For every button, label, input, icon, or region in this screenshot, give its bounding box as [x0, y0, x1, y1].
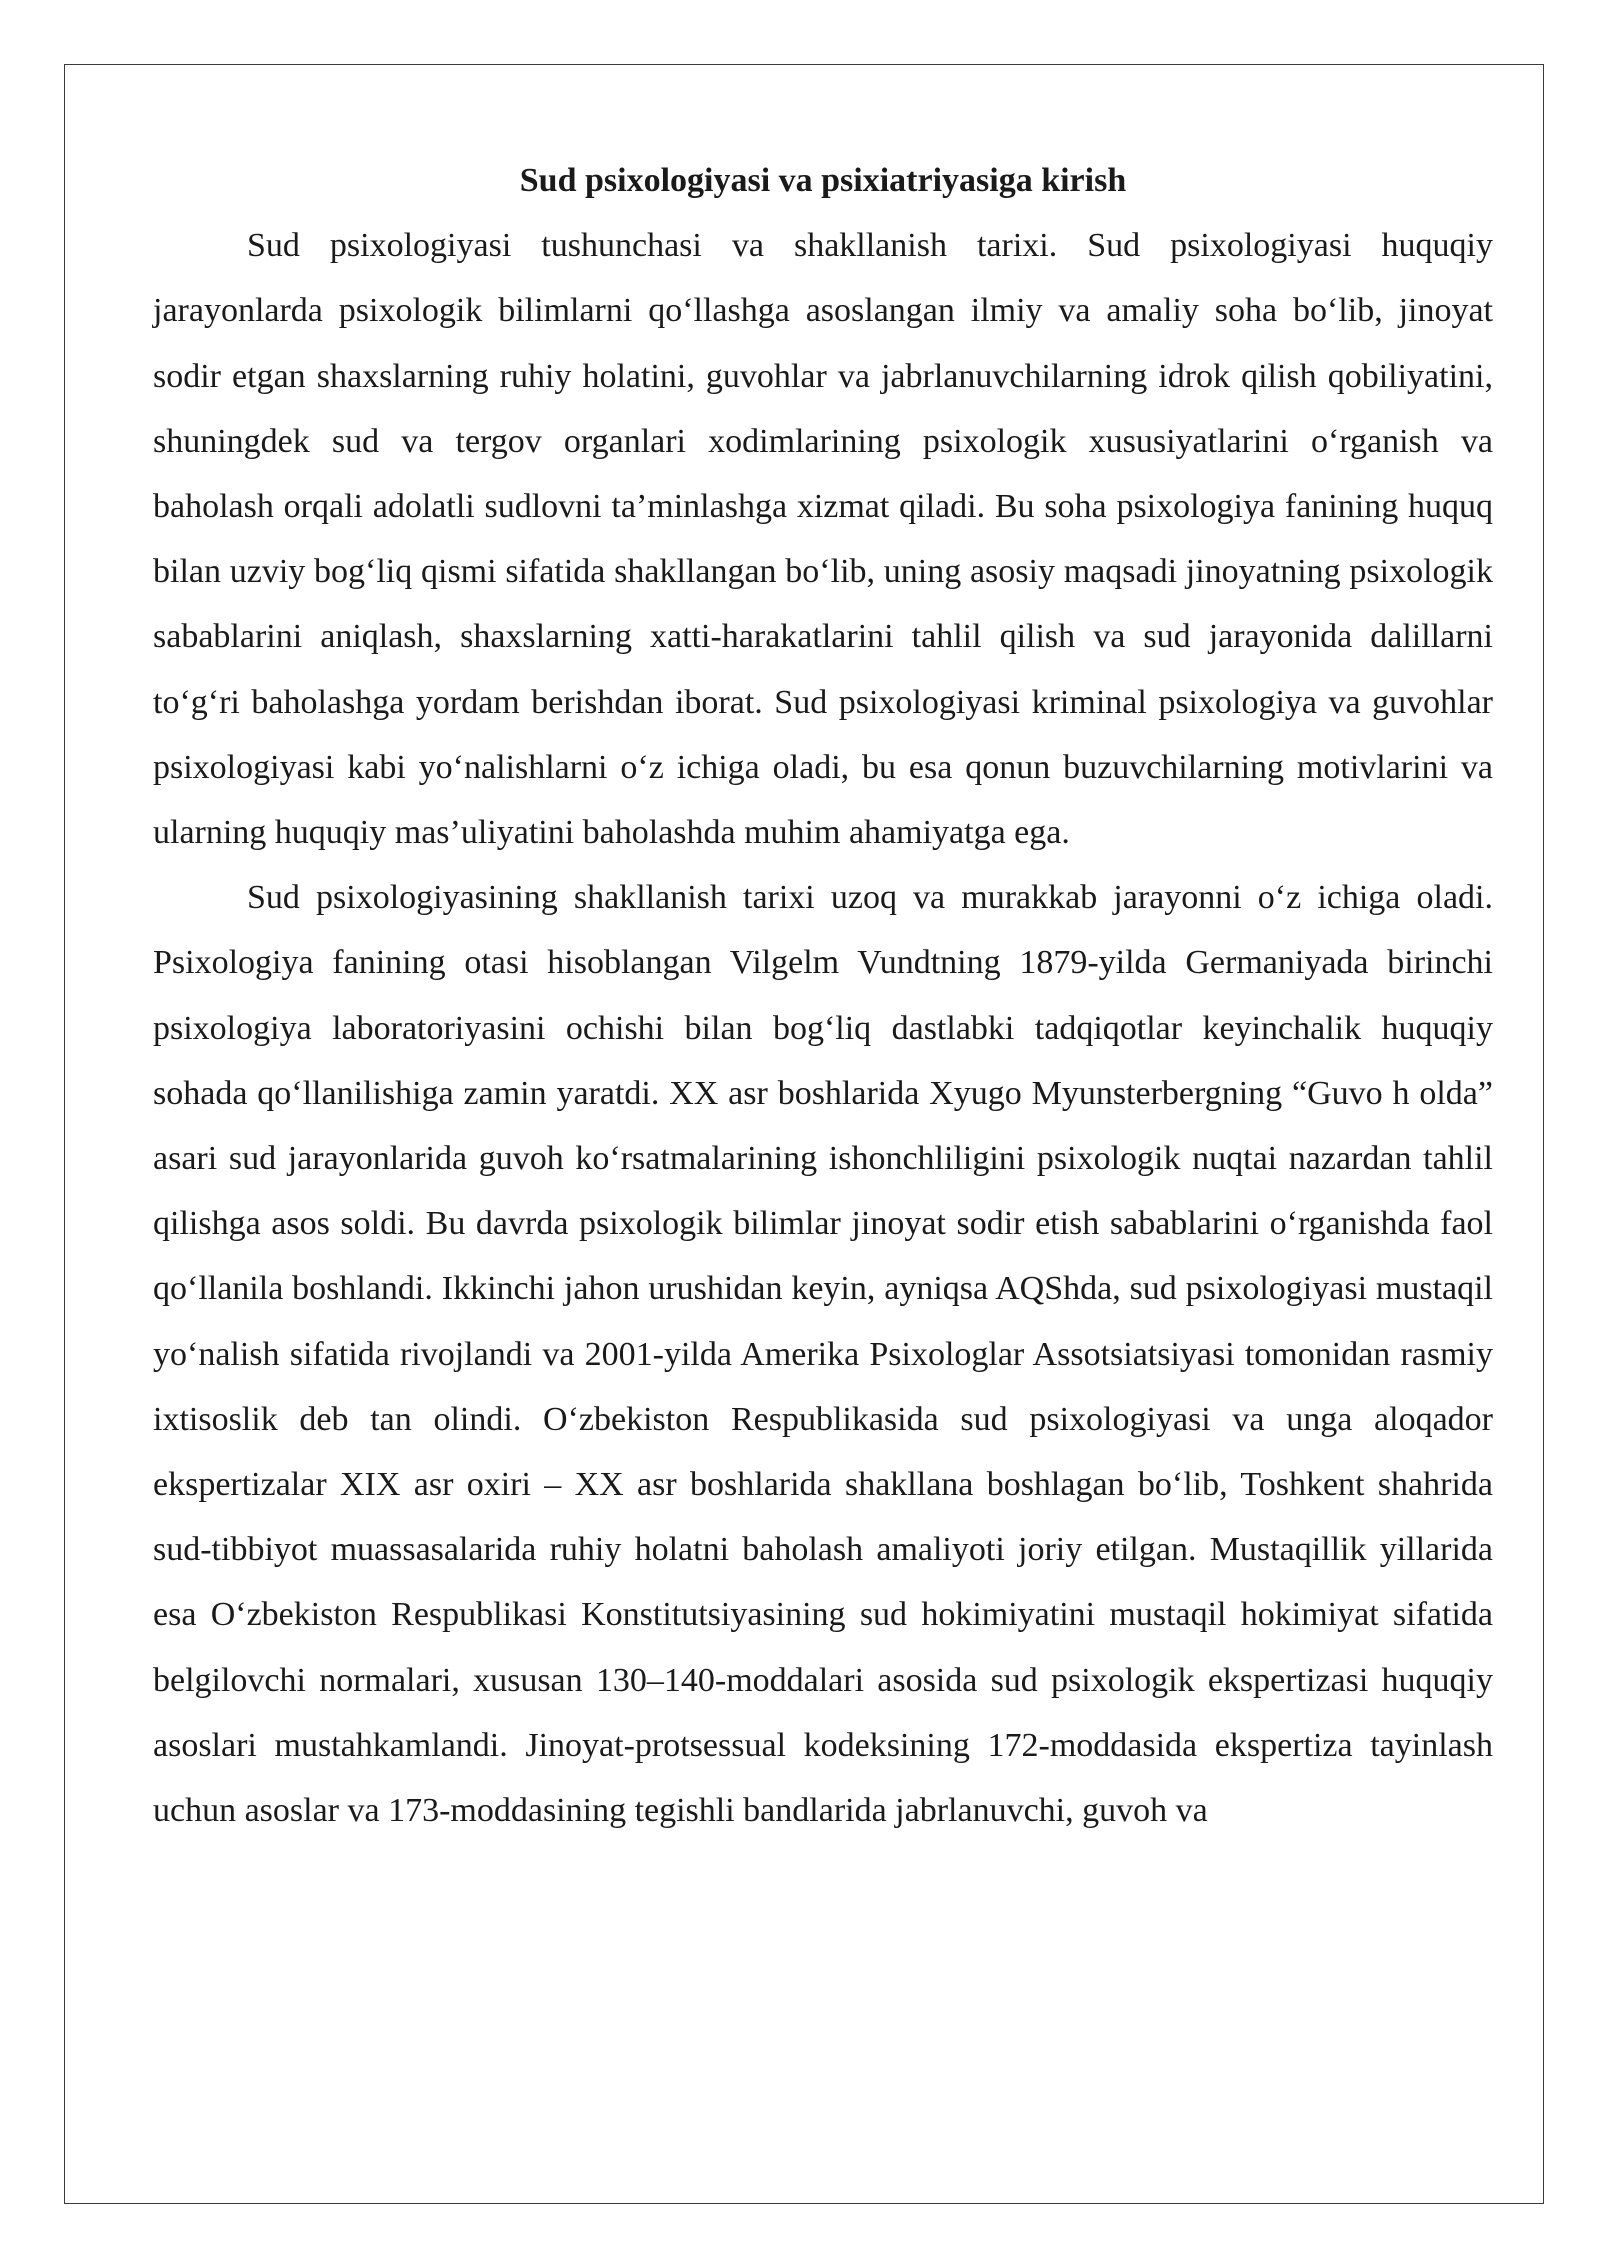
paragraph-2: Sud psixologiyasining shakllanish tarixi uzoq va murakkab jarayonni o‘z ichiga oladi. Psixologiya fanining otasi hisoblangan Vilgelm Vundtning 1879-yilda Germaniyada birinchi psixologiya laboratoriyasini ochishi bilan bog‘liq dastlabki tadqiqotlar keyinchalik huquqiy sohada qo‘llanilishiga zamin yaratdi. XX asr boshlarida Xyugo Myunsterbergning “Guvo h olda” asari sud jarayonlarida guvoh ko‘rsatmalarining ishonchliligini psixologik nuqtai nazardan tahlil qilishga asos soldi. Bu davrda psixologik bilimlar jinoyat sodir etish sabablarini o‘rganishda faol qo‘llanila boshlandi. Ikkinchi jahon urushidan keyin, ayniqsa AQShda, sud psixologiyasi mustaqil yo‘nalish sifatida rivojlandi va 2001-yilda Amerika Psixologlar Assotsiatsiyasi tomonidan rasmiy ixtisoslik deb tan olindi. O‘zbekiston Respublikasida sud psixologiyasi va unga aloqador ekspertizalar XIX asr oxiri – XX asr boshlarida shakllana boshlagan bo‘lib, Toshkent shahrida sud-tibbiyot muassasalarida ruhiy holatni baholash amaliyoti joriy etilgan. Mustaqillik yillarida esa O‘zbekiston Respublikasi Konstitutsiyasining sud hokimiyatini mustaqil hokimiyat sifatida belgilovchi normalari, xususan 130–140-moddalari asosida sud psixologik ekspertizasi huquqiy asoslari mustahkamlandi. Jinoyat-protsessual kodeksining 172-moddasida ekspertiza tayinlash uchun asoslar va 173-moddasining tegishli bandlarida jabrlanuvchi, guvoh va — [153, 879, 1493, 1830]
document-body — [153, 148, 1493, 1843]
paragraph-1: Sud psixologiyasi tushunchasi va shakllanish tarixi. Sud psixologiyasi huquqiy jarayonlarda psixologik bilimlarni qo‘llashga asoslangan ilmiy va amaliy soha bo‘lib, jinoyat sodir etgan shaxslarning ruhiy holatini, guvohlar va jabrlanuvchilarning idrok qilish qobiliyatini, shuningdek sud va tergov organlari xodimlarining psixologik xususiyatlarini o‘rganish va baholash orqali adolatli sudlovni ta’minlashga xizmat qiladi. Bu soha psixologiya fanining huquq bilan uzviy bog‘liq qismi sifatida shakllangan bo‘lib, uning asosiy maqsadi jinoyatning psixologik sabablarini aniqlash, shaxslarning xatti-harakatlarini tahlil qilish va sud jarayonida dalillarni to‘g‘ri baholashga yordam berishdan iborat. Sud psixologiyasi kriminal psixologiya va guvohlar psixologiyasi kabi yo‘nalishlarni o‘z ichiga oladi, bu esa qonun buzuvchilarning motivlarini va ularning huquqiy mas’uliyatini baholashda muhim ahamiyatga ega. — [153, 227, 1493, 852]
document-title: Sud psixologiyasi va psixiatriyasiga kirish — [519, 162, 1127, 199]
